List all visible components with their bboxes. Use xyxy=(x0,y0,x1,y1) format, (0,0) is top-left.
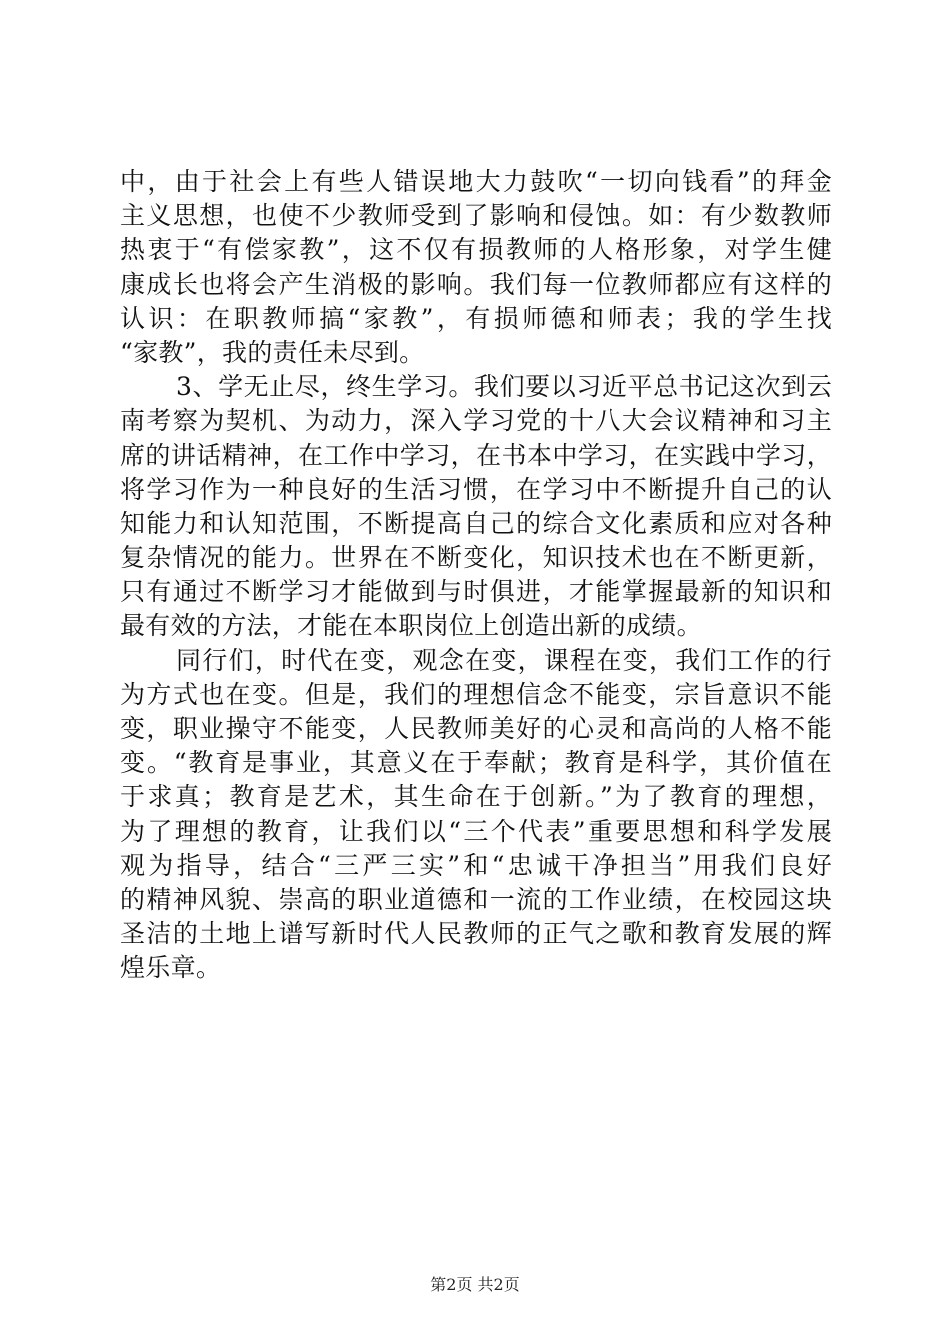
text-line: 变。“教育是事业，其意义在于奉献；教育是科学，其价值在 xyxy=(120,748,832,778)
text-line: 只有通过不断学习才能做到与时俱进，才能掌握最新的知识和 xyxy=(120,577,832,607)
text-line: 3、学无止尽，终生学习。我们要以习近平总书记这次到云 xyxy=(176,372,832,402)
text-line: 变，职业操守不能变，人民教师美好的心灵和高尚的人格不能 xyxy=(120,714,832,743)
text-line: 康成长也将会产生消极的影响。我们每一位教师都应有这样的 xyxy=(120,269,832,299)
text-line: 为方式也在变。但是，我们的理想信念不能变，宗旨意识不能 xyxy=(120,679,832,709)
text-line: 将学习作为一种良好的生活习惯，在学习中不断提升自己的认 xyxy=(120,474,832,504)
text-line: 认识：在职教师搞“家教”，有损师德和师表；我的学生找 xyxy=(120,303,832,333)
text-line: 的精神风貌、崇高的职业道德和一流的工作业绩，在校园这块 xyxy=(120,884,832,914)
text-line: 最有效的方法，才能在本职岗位上创造出新的成绩。 xyxy=(120,611,702,641)
body-text xyxy=(120,165,832,986)
text-line: 为了理想的教育，让我们以“三个代表”重要思想和科学发展 xyxy=(120,816,832,846)
text-line: 席的讲话精神，在工作中学习，在书本中学习，在实践中学习， xyxy=(120,440,832,470)
text-line: 复杂情况的能力。世界在不断变化，知识技术也在不断更新， xyxy=(120,543,832,573)
page-number: 第2页 共2页 xyxy=(430,1275,520,1294)
text-line: 观为指导，结合“三严三实”和“忠诚干净担当”用我们良好 xyxy=(120,850,832,880)
text-line: 于求真；教育是艺术，其生命在于创新。”为了教育的理想， xyxy=(120,782,832,812)
text-line: 同行们，时代在变，观念在变，课程在变，我们工作的行 xyxy=(176,645,832,675)
text-line: 中，由于社会上有些人错误地大力鼓吹“一切向钱看”的拜金 xyxy=(120,167,832,196)
page-footer xyxy=(0,1272,950,1295)
text-line: 热衷于“有偿家教”，这不仅有损教师的人格形象，对学生健 xyxy=(120,235,832,265)
text-line: 南考察为契机、为动力，深入学习党的十八大会议精神和习主 xyxy=(120,406,832,436)
text-line: “家教”，我的责任未尽到。 xyxy=(120,337,425,367)
text-line: 圣洁的土地上谱写新时代人民教师的正气之歌和教育发展的辉 xyxy=(120,919,832,949)
text-line: 主义思想，也使不少教师受到了影响和侵蚀。如：有少数教师 xyxy=(120,201,832,231)
text-line: 煌乐章。 xyxy=(120,953,222,983)
text-line: 知能力和认知范围，不断提高自己的综合文化素质和应对各种 xyxy=(120,508,832,538)
